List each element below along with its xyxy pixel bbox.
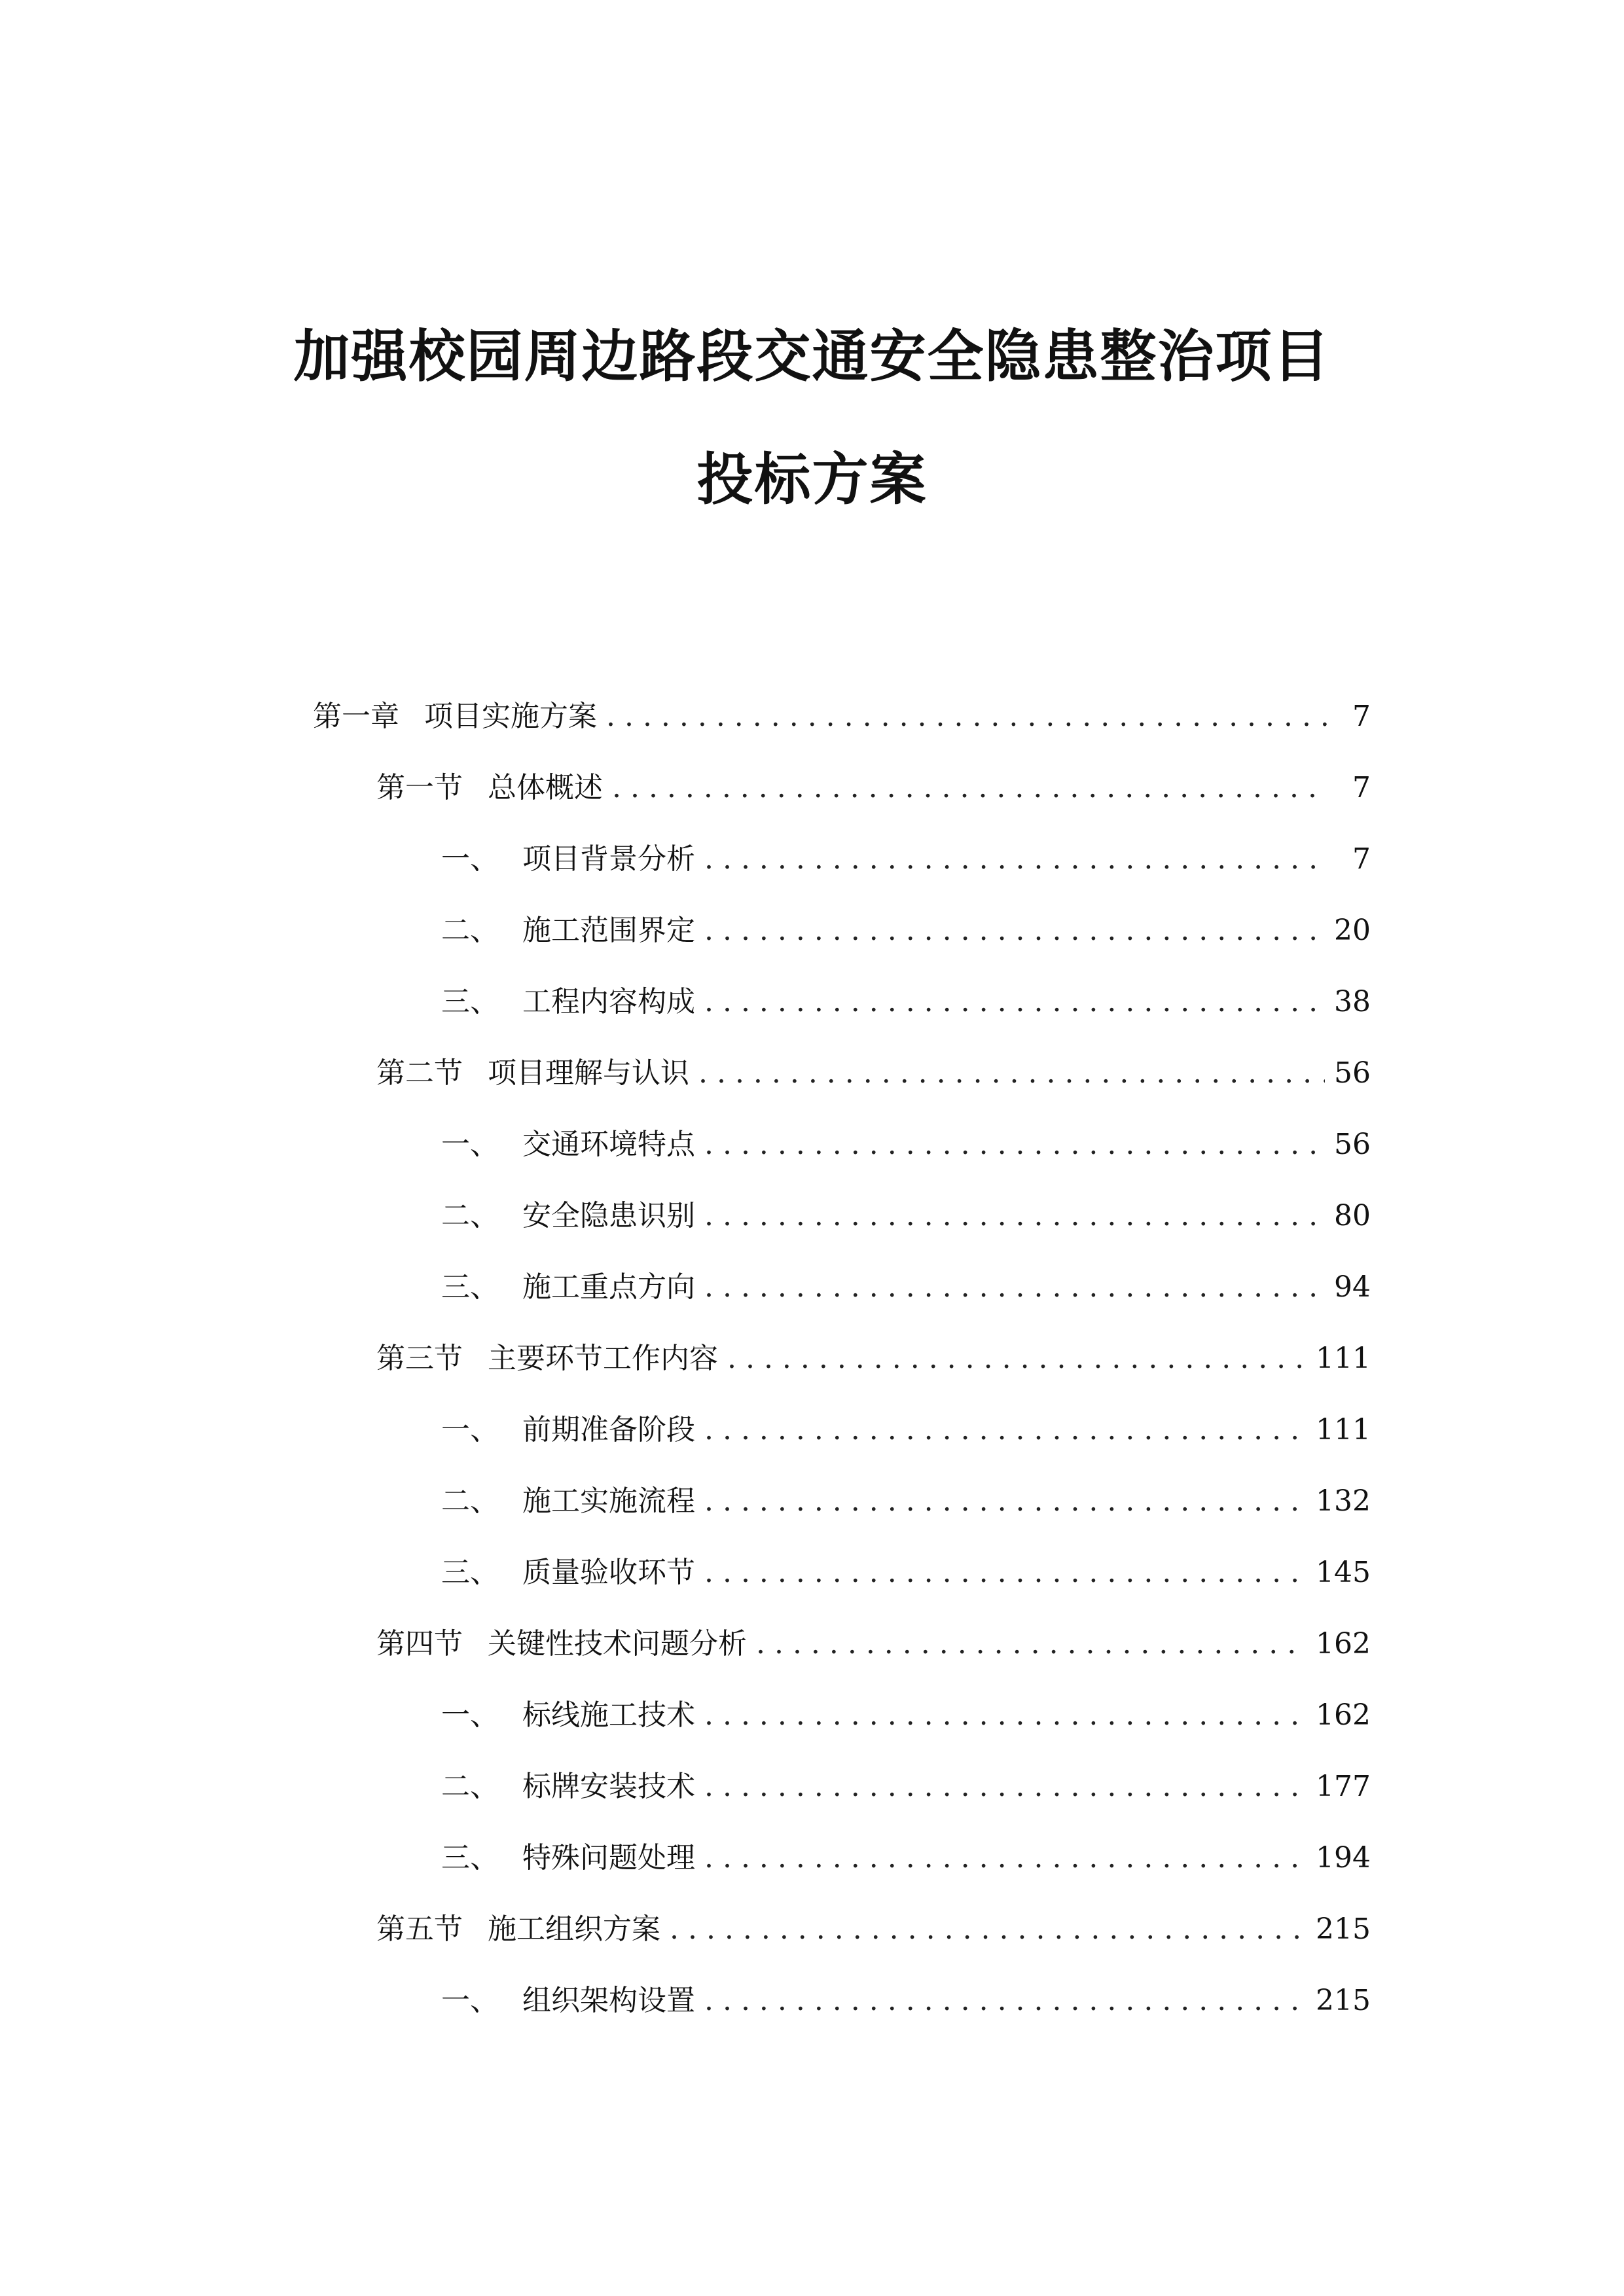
toc-entry-heading: 关键性技术问题分析 bbox=[488, 1627, 747, 1660]
toc-entry-page: 145 bbox=[1316, 1556, 1371, 1589]
toc-entry-chapter[interactable] bbox=[313, 694, 1371, 740]
toc-entry-section[interactable] bbox=[376, 1336, 1371, 1382]
toc-entry-page: 56 bbox=[1334, 1128, 1371, 1161]
toc-entry-page: 215 bbox=[1316, 1984, 1371, 2017]
toc-entry-prefix: 三、 bbox=[441, 1556, 499, 1589]
toc-entry-heading: 施工组织方案 bbox=[488, 1912, 660, 1946]
toc-entry-prefix: 一、 bbox=[441, 1984, 499, 2017]
dot-leader bbox=[704, 1479, 1307, 1524]
dot-leader bbox=[704, 1265, 1325, 1310]
toc-entry-heading: 项目背景分析 bbox=[522, 842, 695, 876]
dot-leader bbox=[704, 1835, 1307, 1881]
toc-entry-heading: 标线施工技术 bbox=[522, 1698, 695, 1732]
toc-entry-page: 38 bbox=[1334, 985, 1371, 1018]
toc-entry-item[interactable] bbox=[441, 1122, 1371, 1168]
toc-entry-page: 56 bbox=[1334, 1056, 1371, 1090]
toc-entry-heading: 项目理解与认识 bbox=[488, 1056, 689, 1090]
toc-entry-item[interactable] bbox=[441, 1764, 1371, 1810]
toc-entry-prefix: 第一章 bbox=[313, 700, 399, 733]
toc-entry-page: 162 bbox=[1316, 1698, 1371, 1732]
dot-leader bbox=[756, 1621, 1307, 1667]
toc-entry-item[interactable] bbox=[441, 1835, 1371, 1881]
toc-entry-prefix: 一、 bbox=[441, 1698, 499, 1732]
toc-entry-page: 162 bbox=[1316, 1627, 1371, 1660]
toc-entry-heading: 施工实施流程 bbox=[522, 1484, 695, 1518]
toc-entry-page: 194 bbox=[1316, 1841, 1371, 1874]
toc-entry-item[interactable] bbox=[441, 1407, 1371, 1453]
toc-entry-heading: 施工重点方向 bbox=[522, 1270, 695, 1304]
toc-entry-prefix: 三、 bbox=[441, 1270, 499, 1304]
toc-entry-section[interactable] bbox=[376, 1907, 1371, 1952]
toc-entry-section[interactable] bbox=[376, 1621, 1371, 1667]
dot-leader bbox=[704, 1407, 1307, 1453]
toc-entry-heading: 工程内容构成 bbox=[522, 985, 695, 1018]
toc-entry-item[interactable] bbox=[441, 1479, 1371, 1524]
dot-leader bbox=[704, 1122, 1325, 1168]
dot-leader bbox=[606, 694, 1329, 740]
toc-entry-prefix: 二、 bbox=[441, 1770, 499, 1803]
document-title bbox=[0, 321, 1624, 516]
title-line-1: 加强校园周边路段交通安全隐患整治项目 bbox=[293, 323, 1331, 389]
toc-entry-page: 94 bbox=[1334, 1270, 1371, 1304]
toc-entry-prefix: 二、 bbox=[441, 1199, 499, 1232]
dot-leader bbox=[704, 836, 1329, 882]
dot-leader bbox=[704, 1550, 1307, 1596]
toc-entry-page: 111 bbox=[1316, 1342, 1371, 1375]
toc-entry-heading: 组织架构设置 bbox=[522, 1984, 695, 2017]
toc-entry-heading: 质量验收环节 bbox=[522, 1556, 695, 1589]
toc-entry-page: 111 bbox=[1316, 1413, 1371, 1446]
dot-leader bbox=[704, 1978, 1307, 2024]
toc-entry-item[interactable] bbox=[441, 979, 1371, 1025]
toc-entry-page: 177 bbox=[1316, 1770, 1371, 1803]
toc-entry-prefix: 三、 bbox=[441, 1841, 499, 1874]
toc-entry-page: 20 bbox=[1334, 914, 1371, 947]
toc-entry-page: 7 bbox=[1352, 700, 1371, 733]
toc-entry-item[interactable] bbox=[441, 1265, 1371, 1310]
toc-entry-section[interactable] bbox=[376, 765, 1371, 811]
toc-entry-heading: 安全隐患识别 bbox=[522, 1199, 695, 1232]
toc-entry-page: 215 bbox=[1316, 1912, 1371, 1946]
toc-entry-prefix: 一、 bbox=[441, 1128, 499, 1161]
toc-entry-prefix: 第三节 bbox=[376, 1342, 463, 1375]
toc-entry-prefix: 一、 bbox=[441, 1413, 499, 1446]
toc-entry-item[interactable] bbox=[441, 1193, 1371, 1239]
dot-leader bbox=[670, 1907, 1307, 1952]
title-line-2: 投标方案 bbox=[696, 446, 928, 512]
toc-entry-item[interactable] bbox=[441, 1550, 1371, 1596]
toc-entry-heading: 主要环节工作内容 bbox=[488, 1342, 718, 1375]
toc-entry-item[interactable] bbox=[441, 836, 1371, 882]
toc-entry-heading: 施工范围界定 bbox=[522, 914, 695, 947]
dot-leader bbox=[704, 1193, 1325, 1239]
toc-entry-heading: 标牌安装技术 bbox=[522, 1770, 695, 1803]
toc-entry-heading: 总体概述 bbox=[488, 771, 603, 804]
dot-leader bbox=[704, 1693, 1307, 1738]
toc-entry-prefix: 三、 bbox=[441, 985, 499, 1018]
toc-entry-item[interactable] bbox=[441, 908, 1371, 954]
toc-entry-heading: 前期准备阶段 bbox=[522, 1413, 695, 1446]
dot-leader bbox=[612, 765, 1329, 811]
toc-entry-heading: 特殊问题处理 bbox=[522, 1841, 695, 1874]
toc-entry-item[interactable] bbox=[441, 1693, 1371, 1738]
dot-leader bbox=[704, 979, 1325, 1025]
dot-leader bbox=[704, 1764, 1307, 1810]
toc-entry-heading: 项目实施方案 bbox=[424, 700, 597, 733]
toc-entry-page: 132 bbox=[1316, 1484, 1371, 1518]
toc-entry-item[interactable] bbox=[441, 1978, 1371, 2024]
toc-entry-prefix: 第五节 bbox=[376, 1912, 463, 1946]
toc-entry-prefix: 二、 bbox=[441, 914, 499, 947]
toc-entry-page: 7 bbox=[1352, 771, 1371, 804]
toc-entry-page: 7 bbox=[1352, 842, 1371, 876]
toc-entry-section[interactable] bbox=[376, 1050, 1371, 1096]
dot-leader bbox=[704, 908, 1325, 954]
dot-leader bbox=[727, 1336, 1307, 1382]
toc-entry-prefix: 第一节 bbox=[376, 771, 463, 804]
dot-leader bbox=[698, 1050, 1325, 1096]
toc-entry-prefix: 第四节 bbox=[376, 1627, 463, 1660]
toc-entry-page: 80 bbox=[1334, 1199, 1371, 1232]
toc-entry-heading: 交通环境特点 bbox=[522, 1128, 695, 1161]
toc-entry-prefix: 一、 bbox=[441, 842, 499, 876]
toc-entry-prefix: 二、 bbox=[441, 1484, 499, 1518]
toc-entry-prefix: 第二节 bbox=[376, 1056, 463, 1090]
